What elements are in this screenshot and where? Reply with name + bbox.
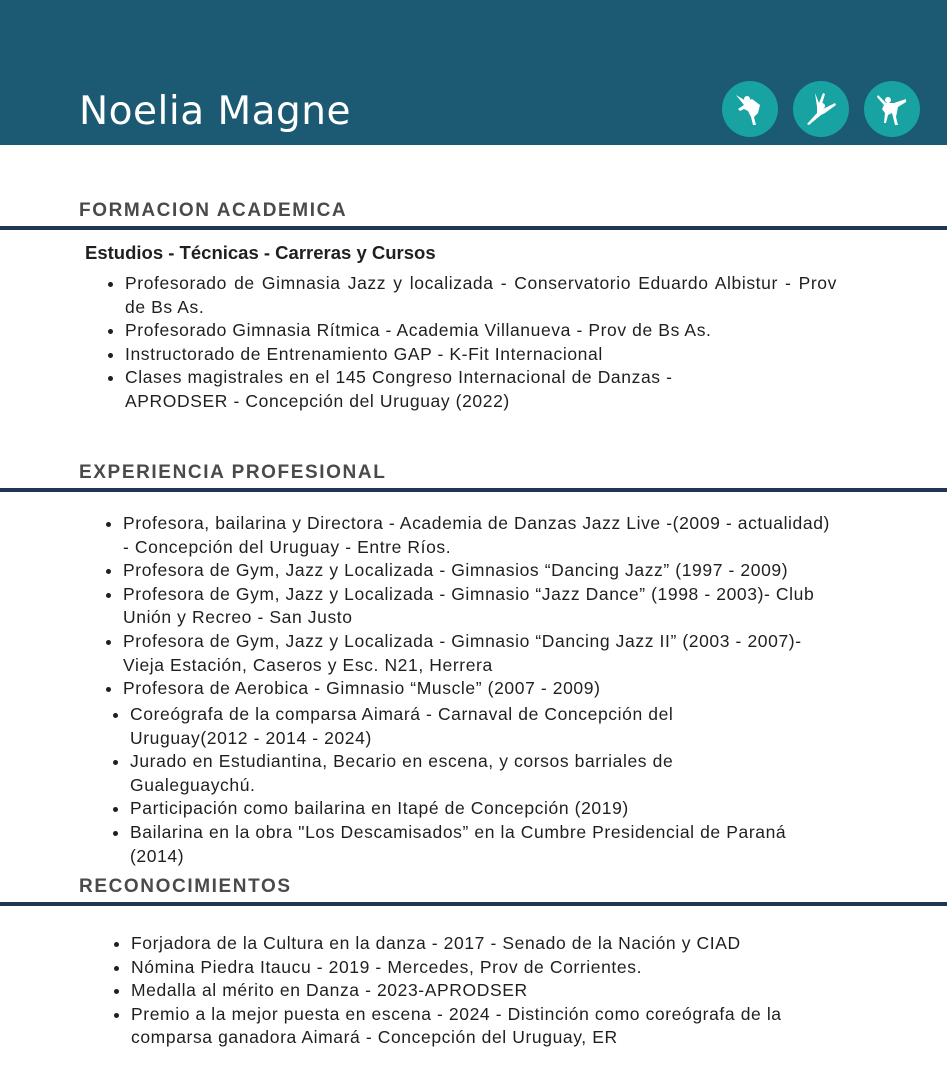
reconocimientos-list bbox=[131, 932, 841, 1050]
list-item: Clases magistrales en el 145 Congreso Internacional de Danzas - APRODSER - Concepción del Uruguay (2022) bbox=[125, 366, 765, 413]
experiencia-list-2 bbox=[130, 703, 820, 868]
formacion-list bbox=[125, 272, 837, 414]
section-divider bbox=[0, 902, 947, 906]
list-item: Profesorado de Gimnasia Jazz y localizada - Conservatorio Eduardo Albistur - Prov de Bs As. bbox=[125, 272, 837, 319]
dance-icons bbox=[722, 81, 920, 137]
section-divider bbox=[0, 226, 947, 230]
list-item: Bailarina en la obra "Los Descamisados” en la Cumbre Presidencial de Paraná (2014) bbox=[130, 821, 810, 868]
section-title-experiencia: EXPERIENCIA PROFESIONAL bbox=[79, 462, 387, 483]
person-name: Noelia Magne bbox=[79, 89, 352, 134]
list-item: Instructorado de Entrenamiento GAP - K-Fit Internacional bbox=[125, 343, 837, 367]
list-item: Medalla al mérito en Danza - 2023-APRODSER bbox=[131, 979, 841, 1003]
section-title-reconocimientos: RECONOCIMIENTOS bbox=[79, 876, 292, 897]
list-item: Coreógrafa de la comparsa Aimará - Carnaval de Concepción del Uruguay(2012 - 2014 - 2024) bbox=[130, 703, 780, 750]
list-item: Jurado en Estudiantina, Becario en escena, y corsos barriales de Gualeguaychú. bbox=[130, 750, 770, 797]
list-item: Profesora, bailarina y Directora - Academia de Danzas Jazz Live -(2009 - actualidad) - Concepción del Uruguay - Entre Ríos. bbox=[123, 512, 833, 559]
list-item: Profesora de Gym, Jazz y Localizada - Gimnasios “Dancing Jazz” (1997 - 2009) bbox=[123, 559, 873, 583]
dancer-arabesque-icon bbox=[864, 81, 920, 137]
dancer-split-icon bbox=[793, 81, 849, 137]
section-title-formacion: FORMACION ACADEMICA bbox=[79, 200, 348, 221]
section-divider bbox=[0, 488, 947, 492]
header-banner bbox=[0, 0, 947, 145]
list-item: Profesora de Gym, Jazz y Localizada - Gimnasio “Dancing Jazz II” (2003 - 2007)- Vieja Estación, Caseros y Esc. N21, Herrera bbox=[123, 630, 828, 677]
list-item: Profesora de Aerobica - Gimnasio “Muscle” (2007 - 2009) bbox=[123, 677, 873, 701]
experiencia-list bbox=[123, 512, 873, 701]
list-item: Premio a la mejor puesta en escena - 2024 - Distinción como coreógrafa de la comparsa ganadora Aimará - Concepción del Uruguay, ER bbox=[131, 1003, 841, 1050]
dancer-leap-icon bbox=[722, 81, 778, 137]
formacion-subtitle: Estudios - Técnicas - Carreras y Cursos bbox=[85, 242, 436, 263]
list-item: Forjadora de la Cultura en la danza - 2017 - Senado de la Nación y CIAD bbox=[131, 932, 841, 956]
list-item: Profesora de Gym, Jazz y Localizada - Gimnasio “Jazz Dance” (1998 - 2003)- Club Unión y Recreo - San Justo bbox=[123, 583, 858, 630]
list-item: Participación como bailarina en Itapé de Concepción (2019) bbox=[130, 797, 820, 821]
list-item: Nómina Piedra Itaucu - 2019 - Mercedes, Prov de Corrientes. bbox=[131, 956, 841, 980]
list-item: Profesorado Gimnasia Rítmica - Academia Villanueva - Prov de Bs As. bbox=[125, 319, 837, 343]
